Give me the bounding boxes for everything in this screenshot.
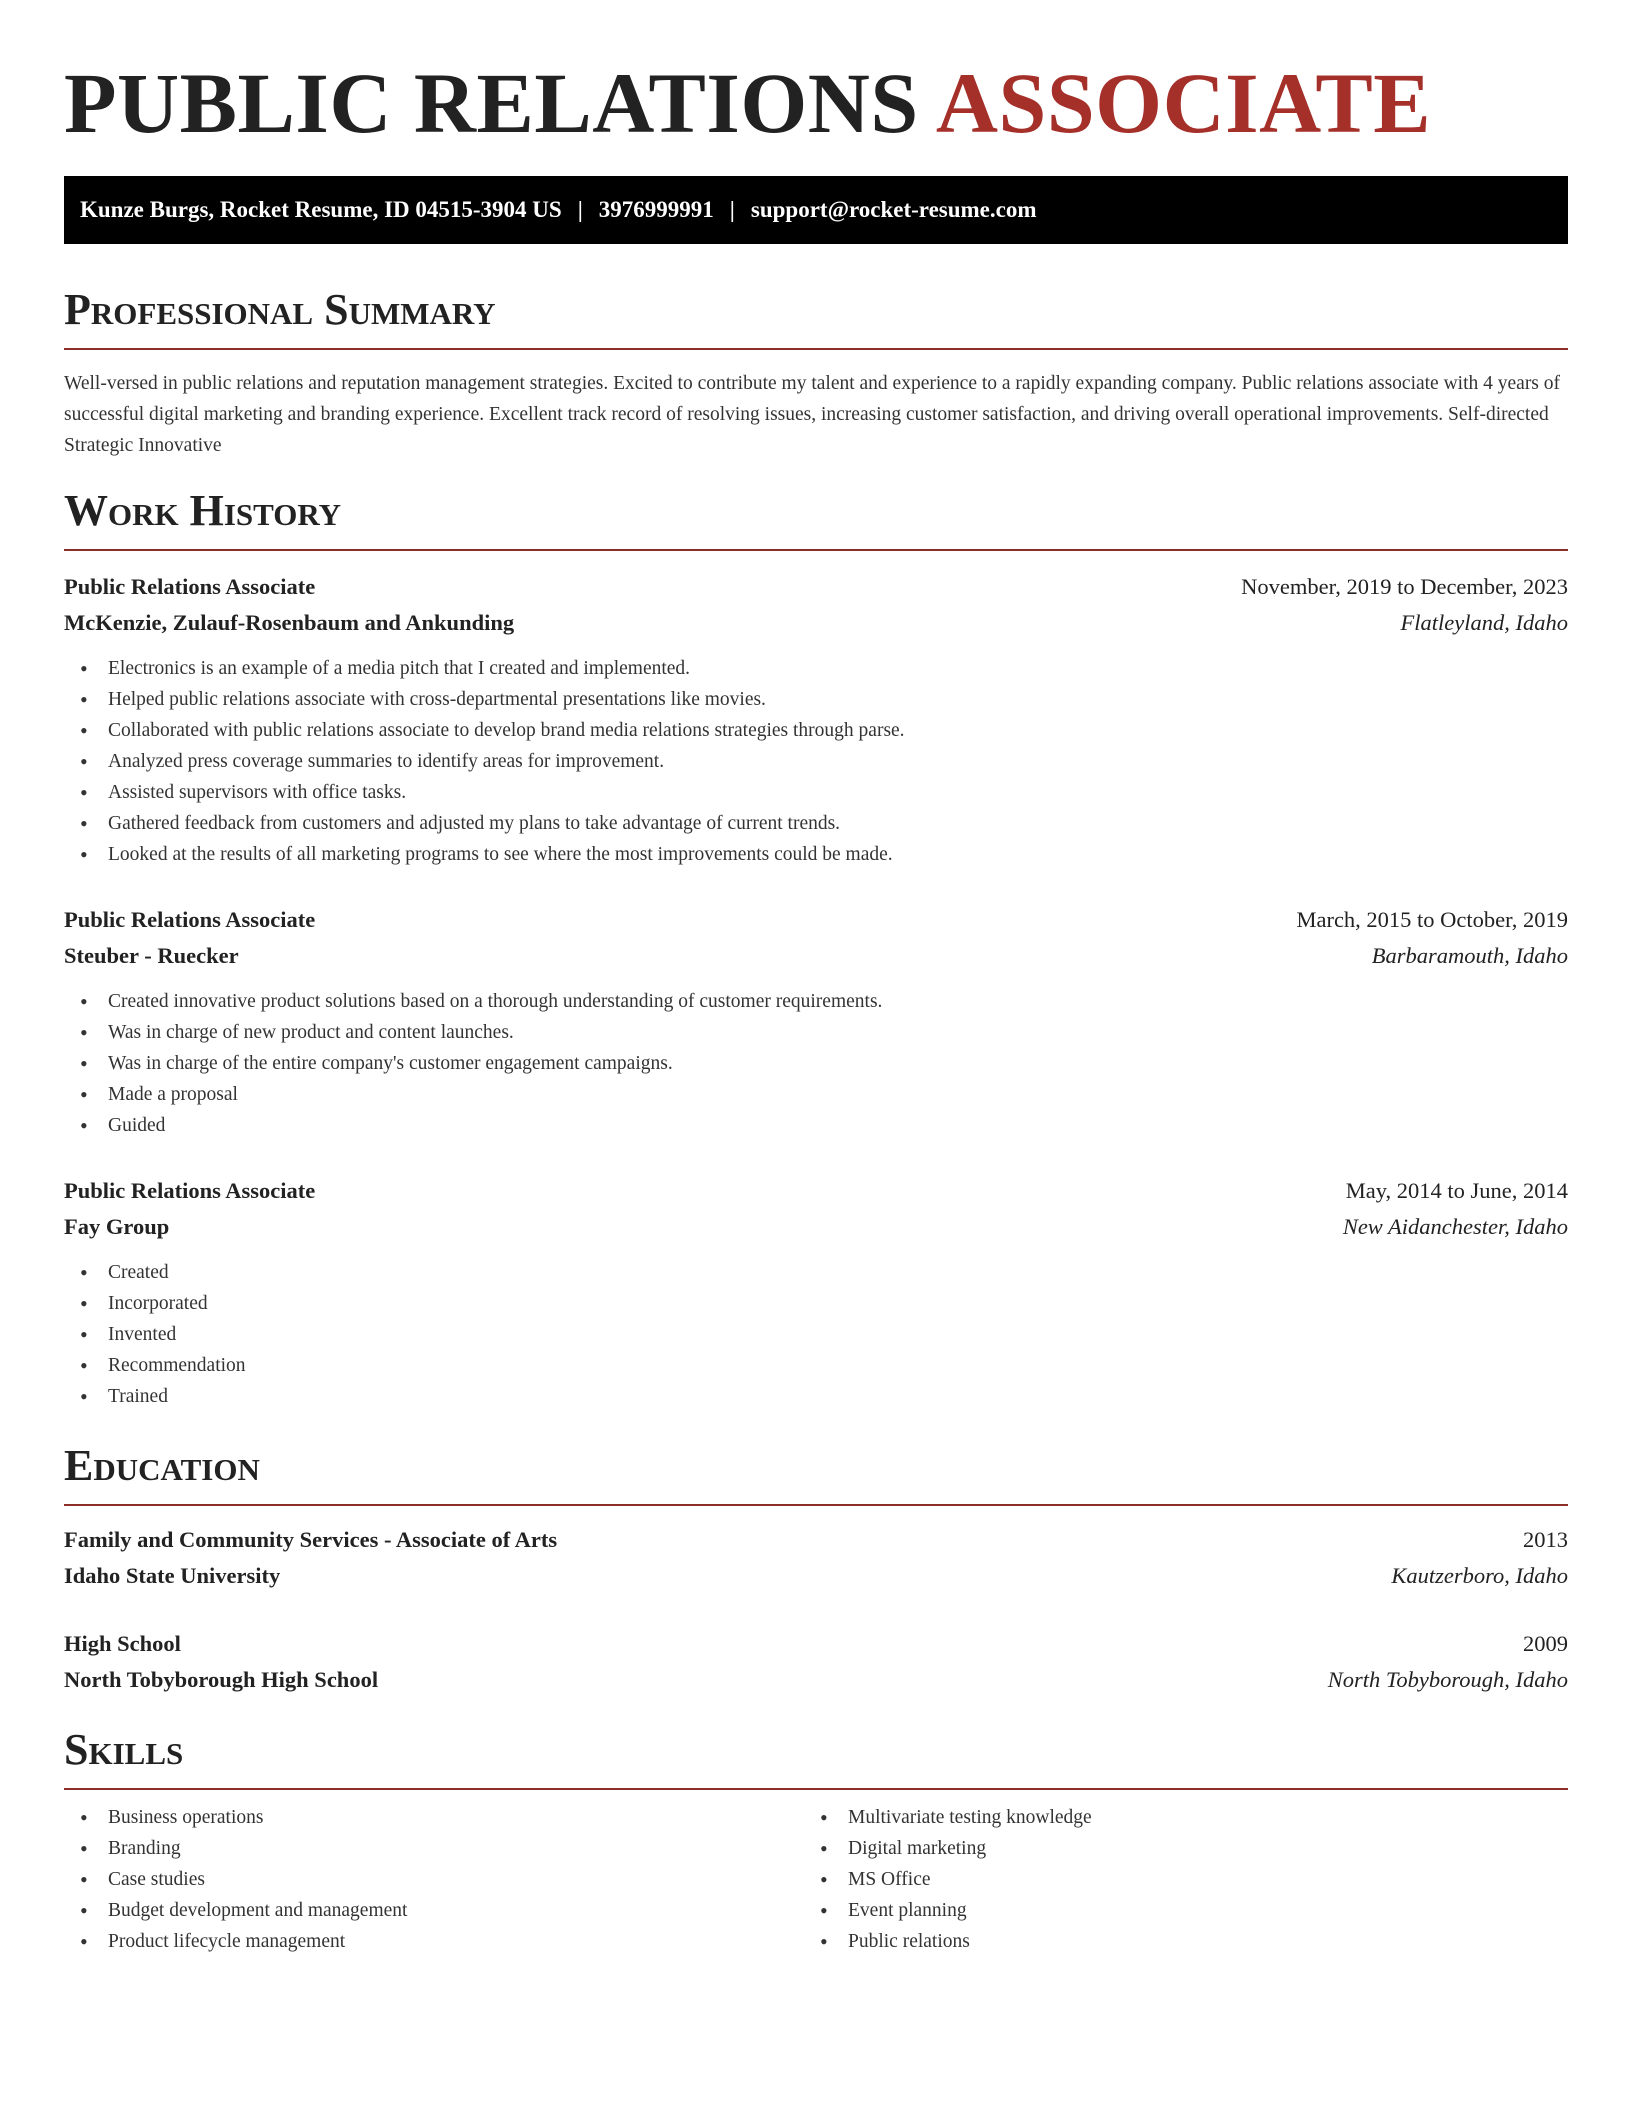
job-header (64, 569, 1568, 605)
skill-item: • Case studies (80, 1864, 804, 1895)
job-bullet: • Invented (80, 1319, 1568, 1350)
job-company: McKenzie, Zulauf-Rosenbaum and Ankunding (64, 610, 515, 635)
job-entry (64, 569, 1568, 870)
job-company: Steuber - Ruecker (64, 943, 239, 968)
education-degree: Family and Community Services - Associate of Arts (64, 1527, 558, 1552)
education-degree: High School (64, 1631, 181, 1656)
contact-bar (64, 176, 1568, 244)
job-location: Flatleyland, Idaho (1400, 610, 1568, 635)
education-school: Idaho State University (64, 1563, 281, 1588)
resume-title (64, 55, 1568, 151)
section-heading-education: Education (64, 1441, 260, 1490)
job-bullets (64, 653, 1568, 870)
job-bullet: • Created innovative product solutions based on a thorough understanding of customer requirements. (80, 986, 1568, 1017)
skill-item: • Digital marketing (820, 1833, 1544, 1864)
job-title: Public Relations Associate (64, 1178, 316, 1203)
job-bullet: • Recommendation (80, 1350, 1568, 1381)
skill-item: • Budget development and management (80, 1895, 804, 1926)
title-part-2: ASSOCIATE (935, 55, 1432, 151)
job-bullet: • Incorporated (80, 1288, 1568, 1319)
education-subheader (64, 1662, 1568, 1698)
job-title: Public Relations Associate (64, 907, 316, 932)
job-bullet: • Was in charge of the entire company's customer engagement campaigns. (80, 1048, 1568, 1079)
job-dates: May, 2014 to June, 2014 (1345, 1178, 1568, 1203)
skill-item: • Event planning (820, 1895, 1544, 1926)
section-heading-work-history: Work History (64, 486, 342, 535)
education-location: North Tobyborough, Idaho (1327, 1667, 1568, 1692)
job-bullet: • Was in charge of new product and content launches. (80, 1017, 1568, 1048)
job-bullet: • Trained (80, 1381, 1568, 1412)
contact-separator: | (729, 197, 735, 222)
job-bullet: • Made a proposal (80, 1079, 1568, 1110)
education-year: 2013 (1523, 1527, 1568, 1552)
job-bullet: • Looked at the results of all marketing programs to see where the most improvements could be made. (80, 839, 1568, 870)
skill-item: • Branding (80, 1833, 804, 1864)
job-entry (64, 1173, 1568, 1412)
job-bullet: • Analyzed press coverage summaries to identify areas for improvement. (80, 746, 1568, 777)
section-divider (64, 348, 1568, 350)
contact-phone[interactable]: 3976999991 (598, 197, 714, 222)
education-header (64, 1522, 1568, 1558)
skills-list (804, 1802, 1544, 1957)
section-divider (64, 1788, 1568, 1790)
education-entry (64, 1626, 1568, 1698)
job-bullet: • Collaborated with public relations associate to develop brand media relations strategies through parse. (80, 715, 1568, 746)
title-part-1: PUBLIC RELATIONS (64, 55, 919, 151)
job-bullet: • Assisted supervisors with office tasks. (80, 777, 1568, 808)
job-dates: March, 2015 to October, 2019 (1296, 907, 1568, 932)
skill-item: • Multivariate testing knowledge (820, 1802, 1544, 1833)
job-subheader (64, 1209, 1568, 1245)
job-bullet: • Gathered feedback from customers and adjusted my plans to take advantage of current trends. (80, 808, 1568, 839)
job-bullet: • Electronics is an example of a media pitch that I created and implemented. (80, 653, 1568, 684)
job-bullets (64, 1257, 1568, 1412)
job-header (64, 902, 1568, 938)
education-year: 2009 (1523, 1631, 1568, 1656)
section-heading-skills: Skills (64, 1725, 184, 1774)
job-title: Public Relations Associate (64, 574, 316, 599)
job-location: Barbaramouth, Idaho (1371, 943, 1568, 968)
job-header (64, 1173, 1568, 1209)
contact-address: Kunze Burgs, Rocket Resume, ID 04515-3904 US (80, 197, 562, 222)
job-subheader (64, 938, 1568, 974)
education-location: Kautzerboro, Idaho (1391, 1563, 1568, 1588)
education-entry (64, 1522, 1568, 1594)
job-company: Fay Group (64, 1214, 170, 1239)
section-divider (64, 549, 1568, 551)
contact-email[interactable]: support@rocket-resume.com (750, 197, 1037, 222)
job-entry (64, 902, 1568, 1141)
job-subheader (64, 605, 1568, 641)
job-location: New Aidanchester, Idaho (1342, 1214, 1568, 1239)
skill-item: • Business operations (80, 1802, 804, 1833)
education-header (64, 1626, 1568, 1662)
summary-text: Well-versed in public relations and reputation management strategies. Excited to contribute my talent and experience to a rapidly expanding company. Public relations associate with 4 years of successful digital marketing and branding experience. Excellent track record of resolving issues, increasing customer satisfaction, and driving overall operational improvements. Self-directed Strategic Innovative (64, 373, 1561, 456)
education-school: North Tobyborough High School (64, 1667, 379, 1692)
skill-item: • MS Office (820, 1864, 1544, 1895)
job-bullet: • Helped public relations associate with cross-departmental presentations like movies. (80, 684, 1568, 715)
skills-grid (64, 1802, 1568, 1957)
skills-column-left (64, 1802, 804, 1957)
job-bullet: • Guided (80, 1110, 1568, 1141)
skills-column-right (804, 1802, 1544, 1957)
job-dates: November, 2019 to December, 2023 (1241, 574, 1568, 599)
skills-list (64, 1802, 804, 1957)
contact-separator: | (577, 197, 583, 222)
job-bullet: • Created (80, 1257, 1568, 1288)
skill-item: • Public relations (820, 1926, 1544, 1957)
resume-page (64, 0, 1568, 1957)
section-divider (64, 1504, 1568, 1506)
section-heading-summary: Professional Summary (64, 285, 496, 334)
job-bullets (64, 986, 1568, 1141)
education-subheader (64, 1558, 1568, 1594)
skill-item: • Product lifecycle management (80, 1926, 804, 1957)
